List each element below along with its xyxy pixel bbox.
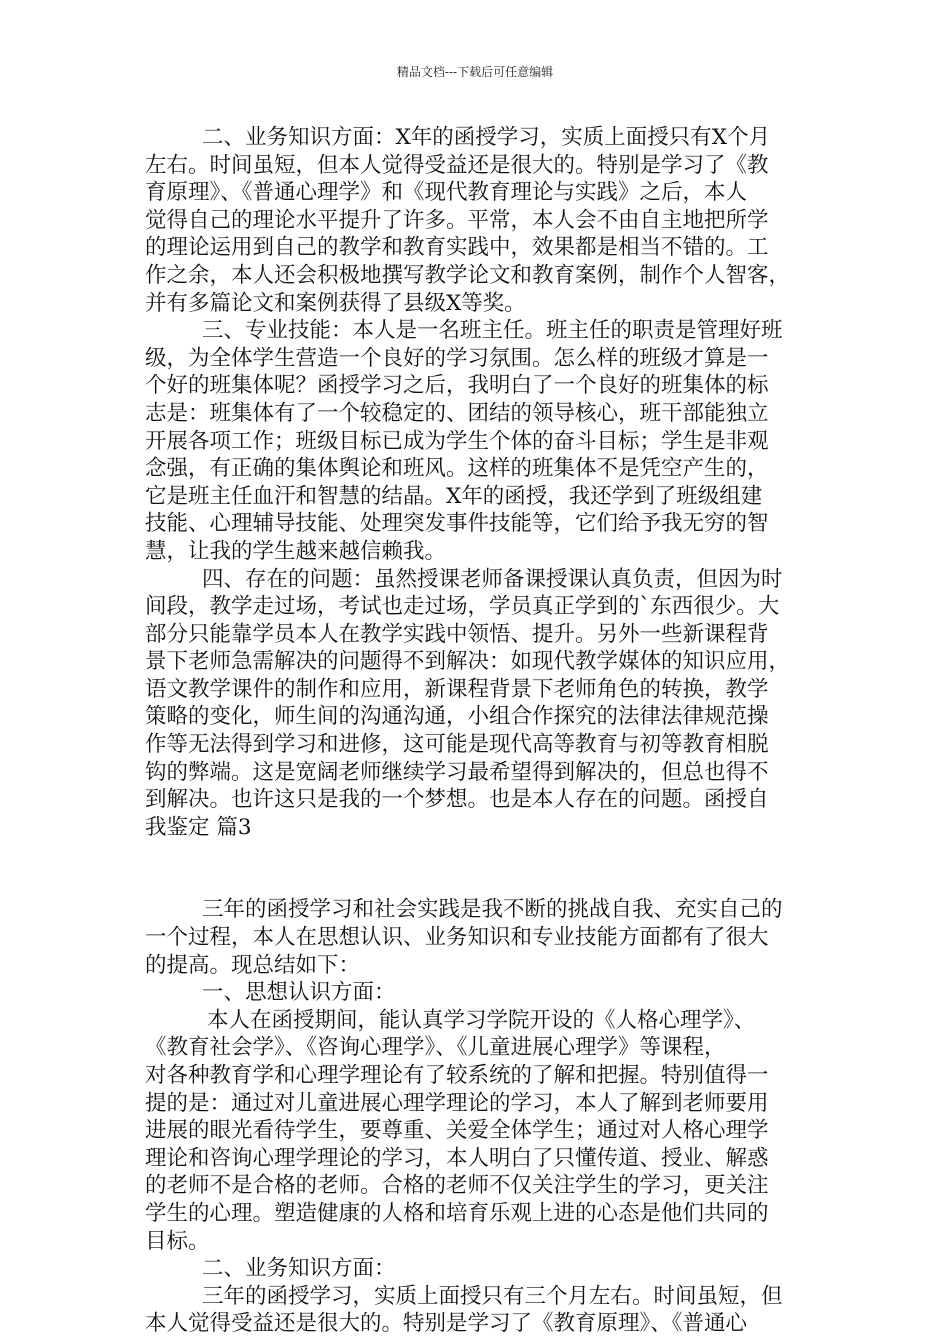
text-line: 它是班主任血汗和智慧的结晶。X年的函授，我还学到了班级组建 (145, 483, 763, 509)
text-line: 的理论运用到自己的教学和教育实践中，效果都是相当不错的。工 (145, 235, 769, 261)
text-line: 目标。 (145, 1228, 210, 1254)
text-line: 三年的函授学习，实质上面授只有三个月左右。时间虽短，但 (202, 1283, 783, 1309)
text-line: 级，为全体学生营造一个良好的学习氛围。怎么样的班级才算是一 (145, 345, 769, 371)
text-line: 念强，有正确的集体舆论和班风。这样的班集体不是凭空产生的， (145, 456, 769, 482)
text-line: 作等无法得到学习和进修，这可能是现代高等教育与初等教育相脱 (145, 732, 769, 758)
paragraph-gap (145, 841, 810, 896)
text-line: 《教育社会学》、《咨询心理学》、《儿童进展心理学》等课程， (145, 1035, 726, 1061)
text-line: 开展各项工作；班级目标已成为学生个体的奋斗目标；学生是非观 (145, 428, 769, 454)
document-body (145, 124, 810, 1338)
section-heading: 二、业务知识方面： (202, 1256, 396, 1282)
text-line: 进展的眼光看待学生，要尊重、关爱全体学生；通过对人格心理学 (145, 1118, 769, 1144)
text-line: 本人在函授期间，能认真学习学院开设的《人格心理学》、 (207, 1007, 756, 1033)
paragraph-existing-problems (145, 566, 810, 842)
text-line: 三、专业技能：本人是一名班主任。班主任的职责是管理好班 (202, 318, 783, 344)
text-line: 三年的函授学习和社会实践是我不断的挑战自我、充实自己的 (202, 897, 783, 923)
paragraph-business-knowledge (145, 124, 810, 317)
text-line: 景下老师急需解决的问题得不到解决：如现代教学媒体的知识应用， (145, 649, 791, 675)
paragraph-business-knowledge-2 (145, 1283, 810, 1338)
text-line: 一个过程，本人在思想认识、业务知识和专业技能方面都有了很大 (145, 925, 769, 951)
text-line: 我鉴定 篇3 (145, 814, 252, 840)
section-heading: 一、思想认识方面： (202, 980, 396, 1006)
text-line: 个好的班集体呢？函授学习之后，我明白了一个良好的班集体的标 (145, 373, 769, 399)
text-line: 的老师不是合格的老师。合格的老师不仅关注学生的学习，更关注 (145, 1173, 769, 1199)
text-line: 技能、心理辅导技能、处理突发事件技能等，它们给予我无穷的智 (145, 511, 769, 537)
text-line: 四、存在的问题：虽然授课老师备课授课认真负责，但因为时 (202, 566, 783, 592)
text-line: 志是：班集体有了一个较稳定的、团结的领导核心，班干部能独立 (145, 400, 769, 426)
text-line: 学生的心理。塑造健康的人格和培育乐观上进的心态是他们共同的 (145, 1200, 769, 1226)
text-line: 语文教学课件的制作和应用，新课程背景下老师角色的转换，教学 (145, 676, 769, 702)
text-line: 间段，教学走过场，考试也走过场，学员真正学到的`东西很少。大 (145, 594, 780, 620)
text-line: 钩的弊端。这是宽阔老师继续学习最希望得到解决的，但总也得不 (145, 759, 769, 785)
paragraph-professional-skills (145, 317, 810, 565)
paragraph-summary-intro (145, 896, 810, 979)
text-line: 到解决。也许这只是我的一个梦想。也是本人存在的问题。函授自 (145, 787, 769, 813)
text-line: 育原理》、《普通心理学》和《现代教育理论与实践》之后，本人 (145, 180, 748, 206)
paragraph-ideological-understanding (145, 1007, 810, 1255)
text-line: 二、业务知识方面：X年的函授学习，实质上面授只有X个月 (202, 125, 771, 150)
text-line: 对各种教育学和心理学理论有了较系统的了解和把握。特别值得一 (145, 1063, 769, 1088)
text-line: 策略的变化，师生间的沟通沟通，小组合作探究的法律法律规范操 (145, 704, 769, 730)
page-header: 精品文档---下载后可任意编辑 (396, 65, 554, 79)
text-line: 部分只能靠学员本人在教学实践中领悟、提升。另外一些新课程背 (145, 621, 769, 647)
text-line: 左右。时间虽短，但本人觉得受益还是很大的。特别是学习了《教 (145, 152, 769, 178)
text-line: 理论和咨询心理学理论的学习，本人明白了只懂传道、授业、解惑 (145, 1145, 769, 1171)
text-line: 慧，让我的学生越来越信赖我。 (145, 538, 447, 564)
text-line: 觉得自己的理论水平提升了许多。平常，本人会不由自主地把所学 (145, 207, 769, 233)
text-line: 作之余，本人还会积极地撰写教学论文和教育案例，制作个人智客， (145, 262, 791, 288)
text-line: 本人觉得受益还是很大的。特别是学习了《教育原理》、《普通心 (145, 1311, 748, 1337)
text-line: 的提高。现总结如下： (145, 952, 361, 978)
text-line: 并有多篇论文和案例获得了县级X等奖。 (145, 290, 526, 316)
text-line: 提的是：通过对儿童进展心理学理论的学习，本人了解到老师要用 (145, 1090, 769, 1116)
